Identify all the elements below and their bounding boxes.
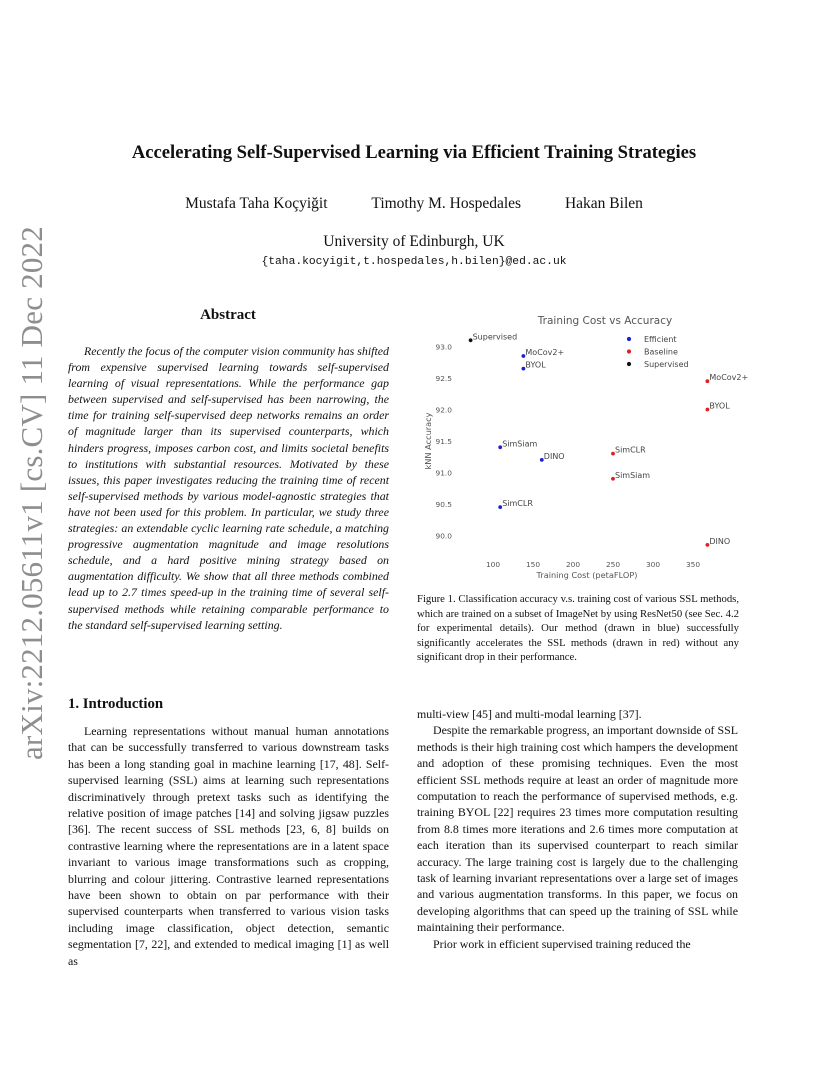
y-tick-label: 93.0 [435, 342, 452, 352]
intro-paragraph: Prior work in efficient supervised training reduced the [433, 936, 691, 951]
author-list [0, 195, 828, 213]
chart-title: Training Cost vs Accuracy [537, 315, 673, 327]
y-tick-label: 90.5 [435, 499, 452, 509]
y-axis-label: kNN Accuracy [423, 412, 433, 470]
y-tick-label: 92.5 [435, 374, 452, 384]
data-label: SimSiam [502, 439, 538, 449]
x-tick-label: 300 [645, 560, 661, 569]
y-tick-label: 91.0 [435, 468, 452, 478]
legend-marker [627, 362, 631, 366]
intro-paragraph: multi-view [45] and multi-modal learning [37]. [417, 707, 642, 721]
intro-paragraph: Learning representations without manual human annotations that can be successfully transferred to various downstream tasks has been a long standing goal in machine learning [17, 48]. Self-supervised learning (SSL) aims at learning such representations discriminatively through pretext tasks such as identifying the relative position of image patches [14] and solving jigsaw puzzles [36]. The recent success of SSL methods [23, 6, 8] builds on contrastive learning where the representations are in a latent space invariant to various image transformations such as cropping, blurring and colour jittering. Contrastive learned representations have been shown to obtain on par performance with their supervised counterparts when transferred to various vision tasks including image classification, object detection, semantic segmentation [7, 22], and extended to medical imaging [1] as well as [68, 724, 389, 968]
author-email: {taha.kocyigit,t.hospedales,h.bilen}@ed.ac.uk [261, 256, 567, 268]
x-tick-label: 100 [485, 560, 501, 569]
arxiv-stamp: arXiv:2212.05611v1 [cs.CV] 11 Dec 2022 [14, 226, 49, 760]
legend-label: Supervised [644, 360, 689, 369]
data-label: MoCov2+ [525, 348, 565, 358]
data-label: SimCLR [502, 499, 533, 509]
section-heading-introduction: 1. Introduction [68, 696, 164, 712]
x-tick-label: 200 [565, 560, 581, 569]
data-label: BYOL [709, 401, 730, 411]
legend-marker [627, 337, 631, 341]
author-name: Timothy M. Hospedales [371, 195, 522, 212]
scatter-plot [417, 312, 749, 582]
intro-column-left [68, 723, 389, 969]
x-tick-label: 350 [685, 560, 701, 569]
y-tick-label: 90.0 [435, 531, 452, 541]
author-name: Mustafa Taha Koçyiğit [185, 195, 328, 212]
data-label: SimCLR [615, 445, 646, 455]
paper-title: Accelerating Self-Supervised Learning via Efficient Training Strategies [131, 142, 697, 163]
abstract-text: Recently the focus of the computer vision community has shifted from expensive supervised learning towards self-supervised learning of visual representations. While the performance gap between supervised and self-supervised has been narrowing, the time for training self-supervised deep networks remains an order of magnitude larger than its supervised counterparts, which hinders progress, imposes carbon cost, and limits societal benefits to institutions with substantial resources. Motivated by these issues, this paper investigates reducing the training time of recent self-supervised methods by various model-agnostic strategies that have not been used for this problem. In particular, we study three strategies: an extendable cyclic learning rate schedule, a matching progressive augmentation magnitude and image resolutions schedule, and a hard positive mining strategy based on augmentation difficulty. We show that all three methods combined lead up to 2.7 times speed-up in the training time of several self-supervised methods while retaining comparable performance to the standard self-supervised learning setting. [68, 344, 389, 632]
affiliation: University of Edinburgh, UK [323, 233, 505, 250]
data-label: MoCov2+ [709, 373, 749, 383]
abstract-body [68, 343, 389, 633]
data-label: Supervised [472, 332, 518, 342]
figure-1-caption: Figure 1. Classification accuracy v.s. training cost of various SSL methods, which are trained on a subset of ImageNet by using ResNet50 (see Sec. 4.2 for experimental details). Our method (drawn in blue) successfully significantly accelerates the SSL methods (drawn in red) without any significant drop in their performance. [417, 593, 739, 664]
figure-1-chart [417, 312, 749, 582]
legend-label: Baseline [644, 347, 678, 357]
legend-label: Efficient [644, 335, 677, 344]
abstract-heading: Abstract [200, 307, 256, 323]
author-name: Hakan Bilen [564, 195, 643, 212]
intro-paragraph: Despite the remarkable progress, an important downside of SSL methods is their high training cost which hampers the development and adoption of these promising techniques. Even the most efficient SSL methods require at least an order of magnitude more computation to reach the performance of supervised methods, e.g. training BYOL [22] requires 23 times more computation resulting from 8.8 times more iterations and 2.6 times more computation at each iteration than its supervised counterpart to reach similar accuracy. The large training cost is largely due to the challenging task of learning invariant representations over a large set of images and various augmentation transforms. In this paper, we focus on developing algorithms that can speed up the training of SSL while maintaining their performance. [417, 723, 738, 935]
data-label: BYOL [525, 360, 546, 370]
x-axis-label: Training Cost (petaFLOP) [536, 570, 638, 580]
y-tick-label: 91.5 [435, 437, 452, 446]
x-tick-label: 150 [525, 560, 541, 569]
data-label: SimSiam [615, 470, 651, 480]
x-tick-label: 250 [605, 560, 621, 569]
legend-marker [627, 349, 631, 353]
data-label: DINO [543, 451, 565, 461]
intro-column-right [417, 706, 738, 952]
y-tick-label: 92.0 [435, 405, 452, 415]
data-label: DINO [709, 536, 731, 546]
